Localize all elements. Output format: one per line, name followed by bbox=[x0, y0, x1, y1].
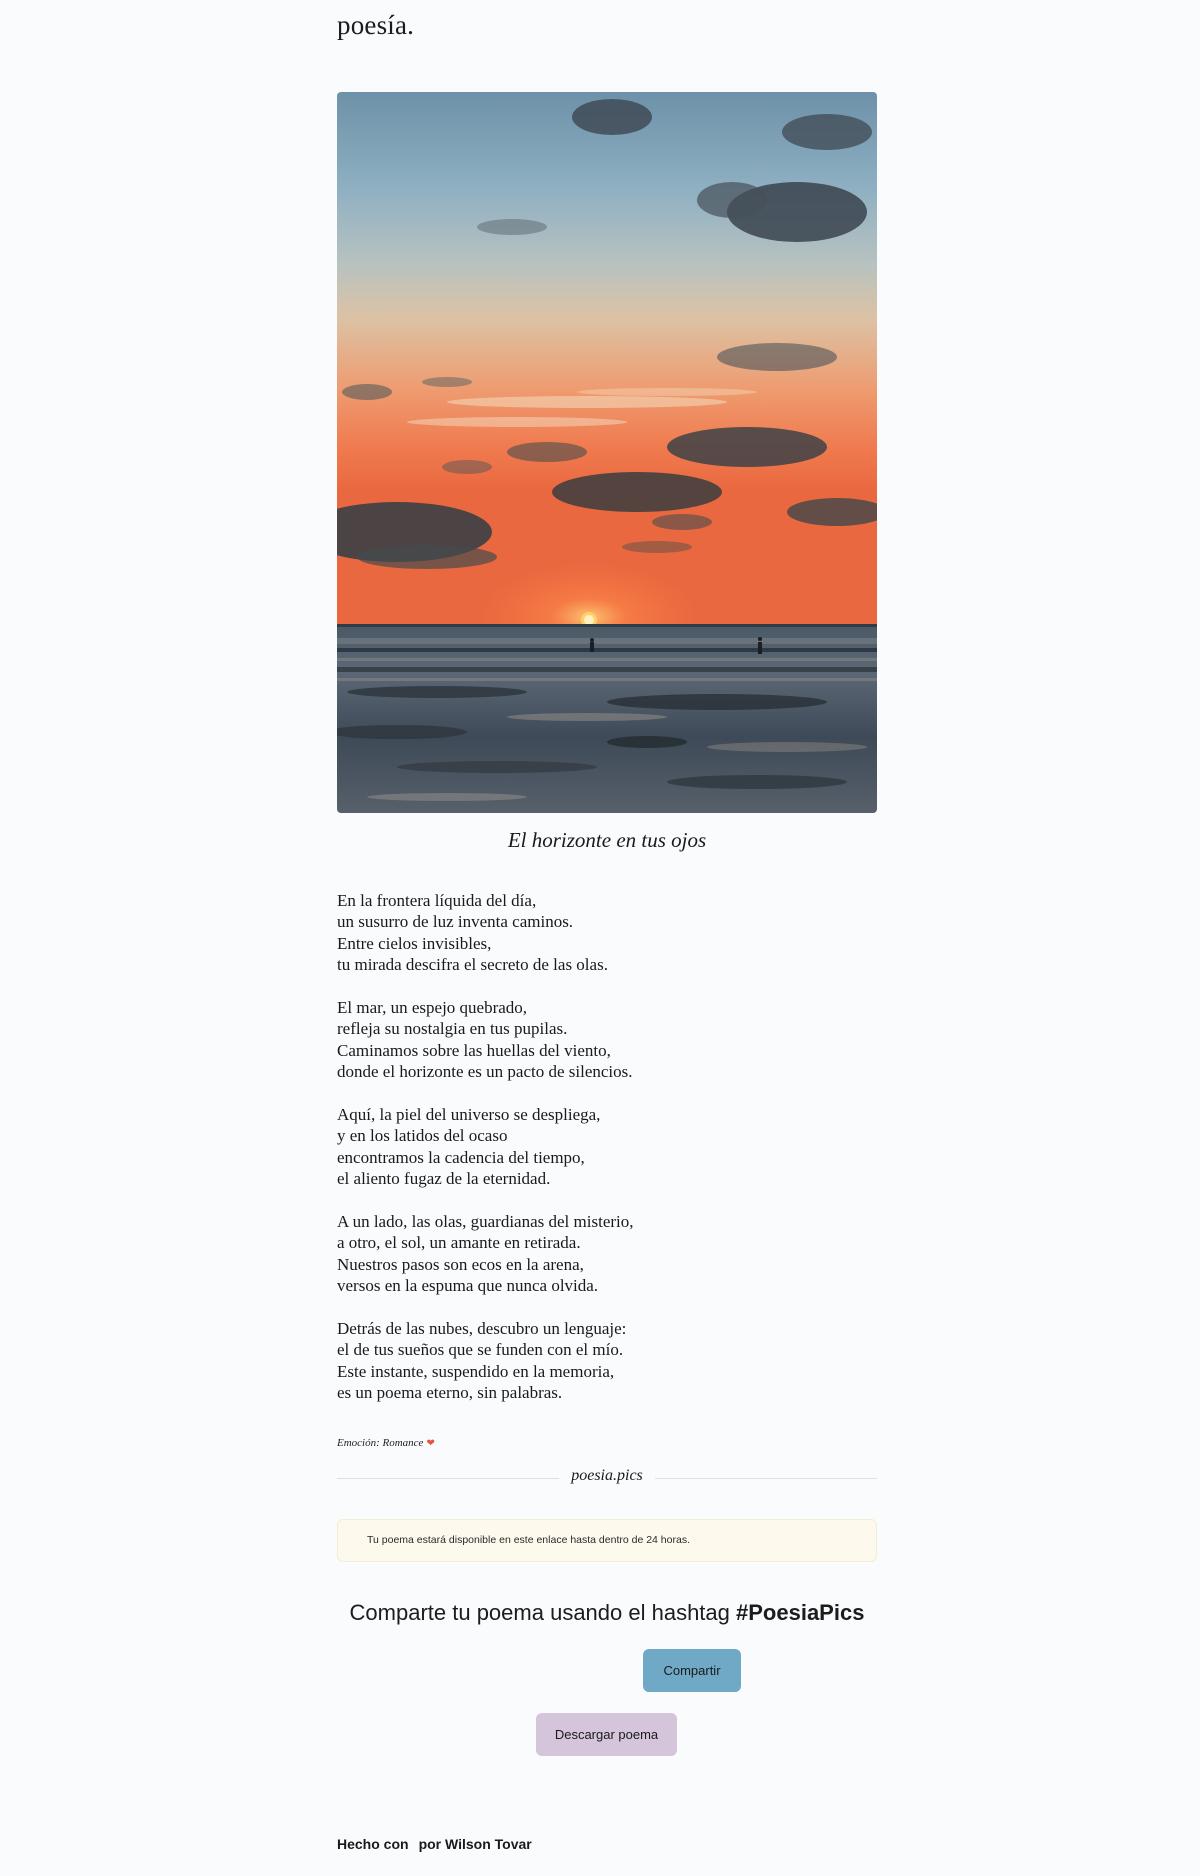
poem-line: Aquí, la piel del universo se despliega, bbox=[337, 1105, 601, 1125]
poem-line: es un poema eterno, sin palabras. bbox=[337, 1383, 563, 1403]
share-heading-text: Comparte tu poema usando el hashtag bbox=[349, 1600, 737, 1625]
poem-line: Este instante, suspendido en la memoria, bbox=[337, 1361, 615, 1381]
divider-line-right bbox=[655, 1478, 877, 1479]
availability-notice bbox=[337, 1519, 877, 1562]
poem-line: encontramos la cadencia del tiempo, bbox=[337, 1147, 585, 1167]
poem-line: un susurro de luz inventa caminos. bbox=[337, 912, 574, 932]
poem-line: Entre cielos invisibles, bbox=[337, 933, 492, 953]
poem-line: Detrás de las nubes, descubro un lenguaje: bbox=[337, 1319, 627, 1339]
poem-line: el aliento fugaz de la eternidad. bbox=[337, 1169, 551, 1189]
footer-credit bbox=[337, 1836, 532, 1852]
poem-line: a otro, el sol, un amante en retirada. bbox=[337, 1233, 581, 1253]
poem-line: Nuestros pasos son ecos en la arena, bbox=[337, 1254, 584, 1274]
emotion-label bbox=[337, 1437, 435, 1449]
poem-title: El horizonte en tus ojos bbox=[507, 828, 707, 852]
brand-divider bbox=[337, 1467, 877, 1489]
poem-body bbox=[337, 890, 877, 1425]
poem-line: versos en la espuma que nunca olvida. bbox=[337, 1276, 599, 1296]
poem-stanza bbox=[337, 1104, 877, 1190]
poem-stanza bbox=[337, 890, 877, 976]
poem-line: refleja su nostalgia en tus pupilas. bbox=[337, 1019, 568, 1039]
footer-made-with: Hecho con bbox=[337, 1836, 409, 1852]
poem-stanza bbox=[337, 1211, 877, 1297]
share-hashtag: #PoesiaPics bbox=[736, 1600, 865, 1625]
download-poem-button[interactable]: Descargar poema bbox=[536, 1713, 677, 1756]
poem-photo bbox=[337, 92, 877, 813]
heart-icon: ❤ bbox=[426, 1438, 435, 1449]
poem-line: tu mirada descifra el secreto de las olas. bbox=[337, 955, 608, 975]
site-logo[interactable]: poesía. bbox=[337, 10, 415, 40]
poem-line: el de tus sueños que se funden con el mío. bbox=[337, 1340, 624, 1360]
footer-author[interactable]: por Wilson Tovar bbox=[418, 1836, 532, 1852]
poem-stanza bbox=[337, 1318, 877, 1404]
poem-line: El mar, un espejo quebrado, bbox=[337, 998, 528, 1018]
share-button[interactable]: Compartir bbox=[643, 1649, 741, 1692]
poem-line: donde el horizonte es un pacto de silencios. bbox=[337, 1062, 633, 1082]
poem-line: En la frontera líquida del día, bbox=[337, 891, 537, 910]
poem-stanza bbox=[337, 997, 877, 1083]
emotion-text: Emoción: Romance bbox=[337, 1437, 424, 1449]
poem-line: Caminamos sobre las huellas del viento, bbox=[337, 1040, 611, 1060]
poem-line: y en los latidos del ocaso bbox=[337, 1126, 508, 1146]
share-heading bbox=[297, 1600, 917, 1626]
poem-line: A un lado, las olas, guardianas del misterio, bbox=[337, 1212, 634, 1232]
availability-notice-text: Tu poema estará disponible en este enlace hasta dentro de 24 horas. bbox=[367, 1534, 690, 1546]
brand-name: poesia.pics bbox=[571, 1467, 643, 1484]
